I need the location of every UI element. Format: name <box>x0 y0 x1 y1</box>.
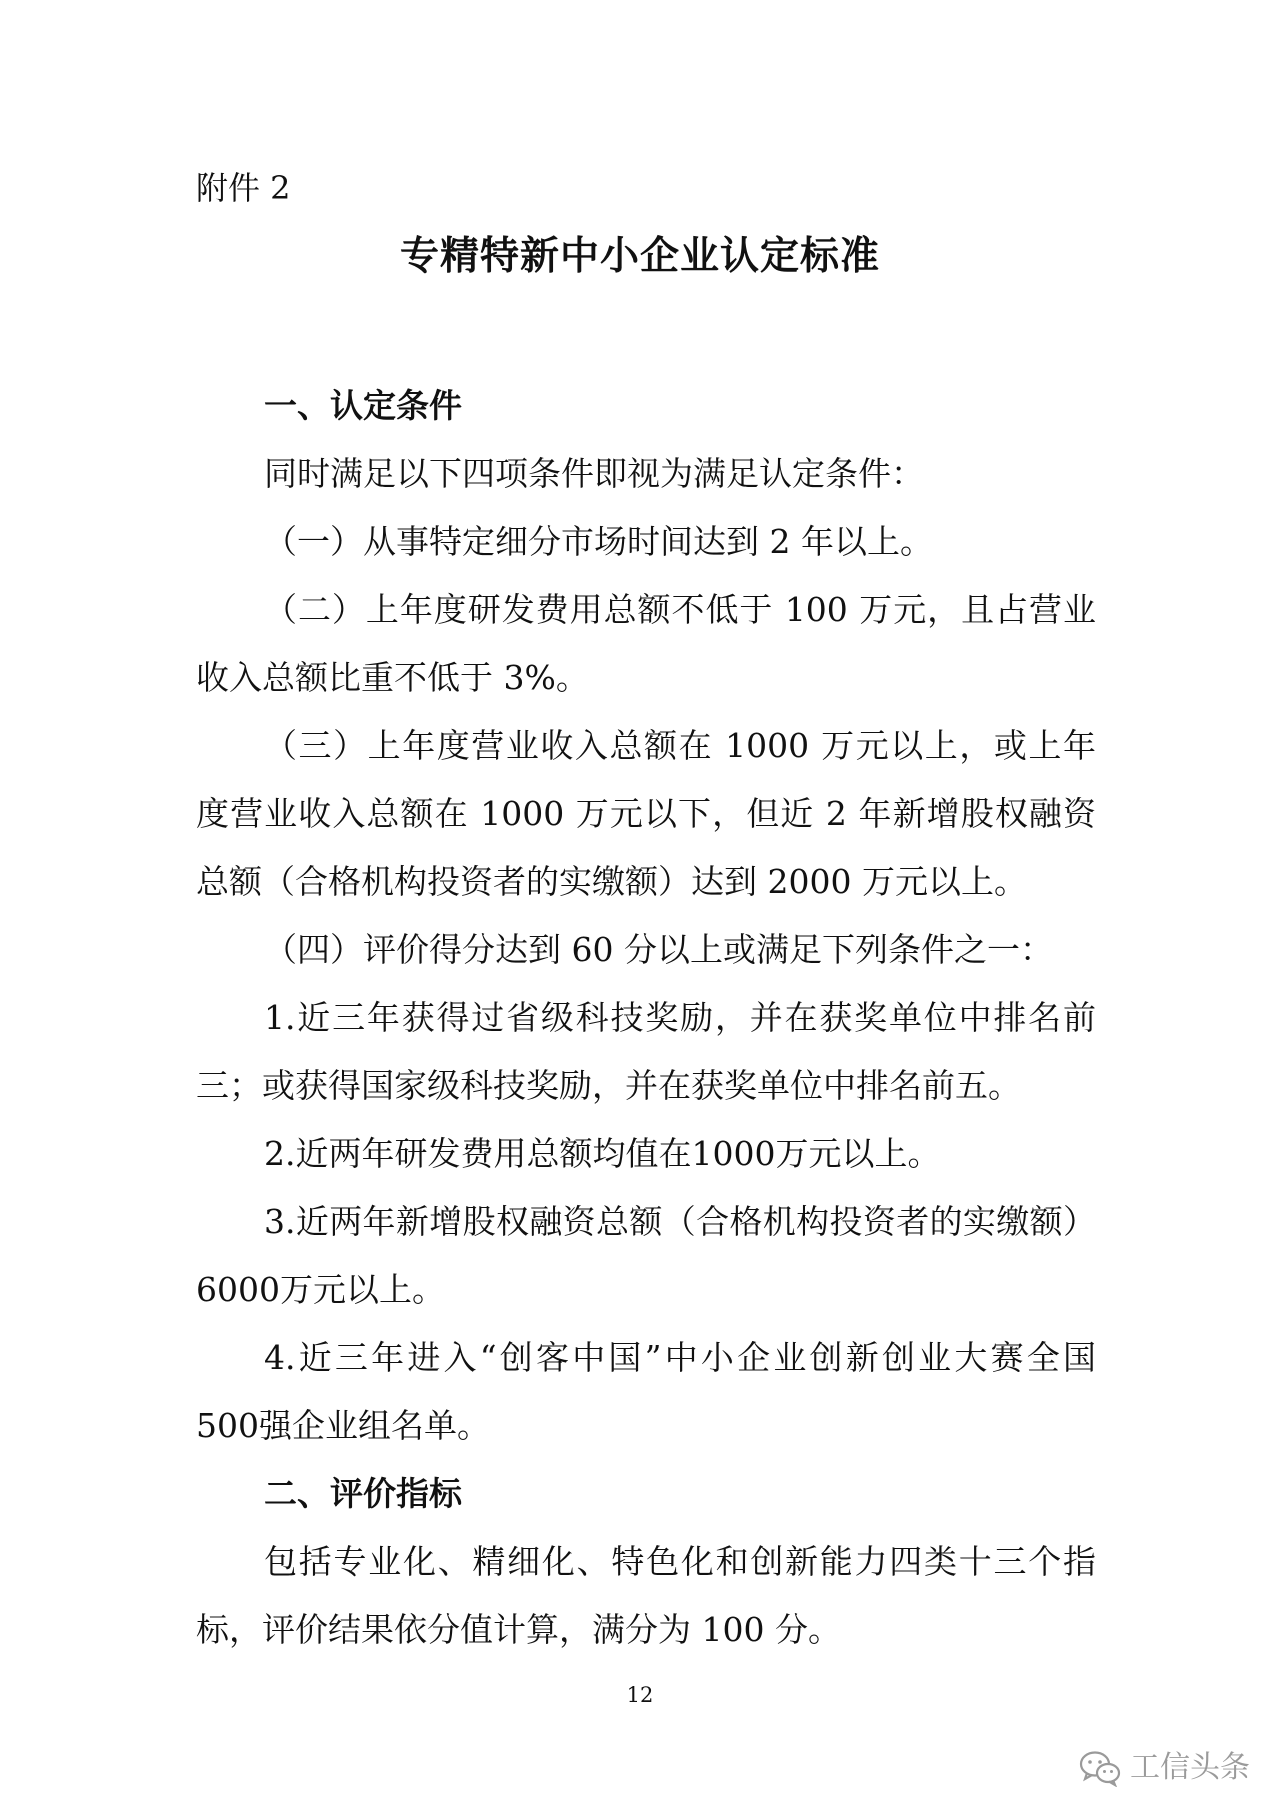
body-line: 总额（合格机构投资者的实缴额）达到 2000 万元以上。 <box>196 862 1027 901</box>
wechat-icon <box>1078 1749 1122 1787</box>
section-heading: 一、认定条件 <box>264 386 462 425</box>
body-line: 3.近两年新增股权融资总额（合格机构投资者的实缴额） <box>264 1202 1096 1241</box>
body-line: 包括专业化、精细化、特色化和创新能力四类十三个指 <box>264 1542 1096 1581</box>
section-heading: 二、评价指标 <box>264 1474 462 1513</box>
document-body <box>196 372 1096 1664</box>
body-line: （四）评价得分达到 60 分以上或满足下列条件之一： <box>264 930 1053 969</box>
document-title: 专精特新中小企业认定标准 <box>399 233 880 279</box>
body-line: 4.近三年进入“创客中国”中小企业创新创业大赛全国 <box>264 1338 1096 1377</box>
body-line: 三；或获得国家级科技奖励，并在获奖单位中排名前五。 <box>196 1066 1021 1105</box>
body-line: 标，评价结果依分值计算，满分为 100 分。 <box>196 1610 841 1649</box>
body-line: 6000万元以上。 <box>196 1270 445 1309</box>
body-line: （二）上年度研发费用总额不低于 100 万元，且占营业 <box>264 590 1096 629</box>
watermark-text: 工信头条 <box>1130 1750 1250 1785</box>
page-number: 12 <box>626 1683 654 1707</box>
attachment-label: 附件 2 <box>196 169 291 207</box>
watermark <box>1078 1748 1250 1788</box>
body-line: 2.近两年研发费用总额均值在1000万元以上。 <box>264 1134 941 1173</box>
body-line: 同时满足以下四项条件即视为满足认定条件： <box>264 454 924 493</box>
body-line: 1.近三年获得过省级科技奖励，并在获奖单位中排名前 <box>264 998 1096 1037</box>
body-line: 收入总额比重不低于 3%。 <box>196 658 589 697</box>
body-line: 度营业收入总额在 1000 万元以下，但近 2 年新增股权融资 <box>196 794 1096 833</box>
body-line: （一）从事特定细分市场时间达到 2 年以上。 <box>264 522 933 561</box>
body-line: （三）上年度营业收入总额在 1000 万元以上，或上年 <box>264 726 1096 765</box>
body-line: 500强企业组名单。 <box>196 1406 490 1445</box>
